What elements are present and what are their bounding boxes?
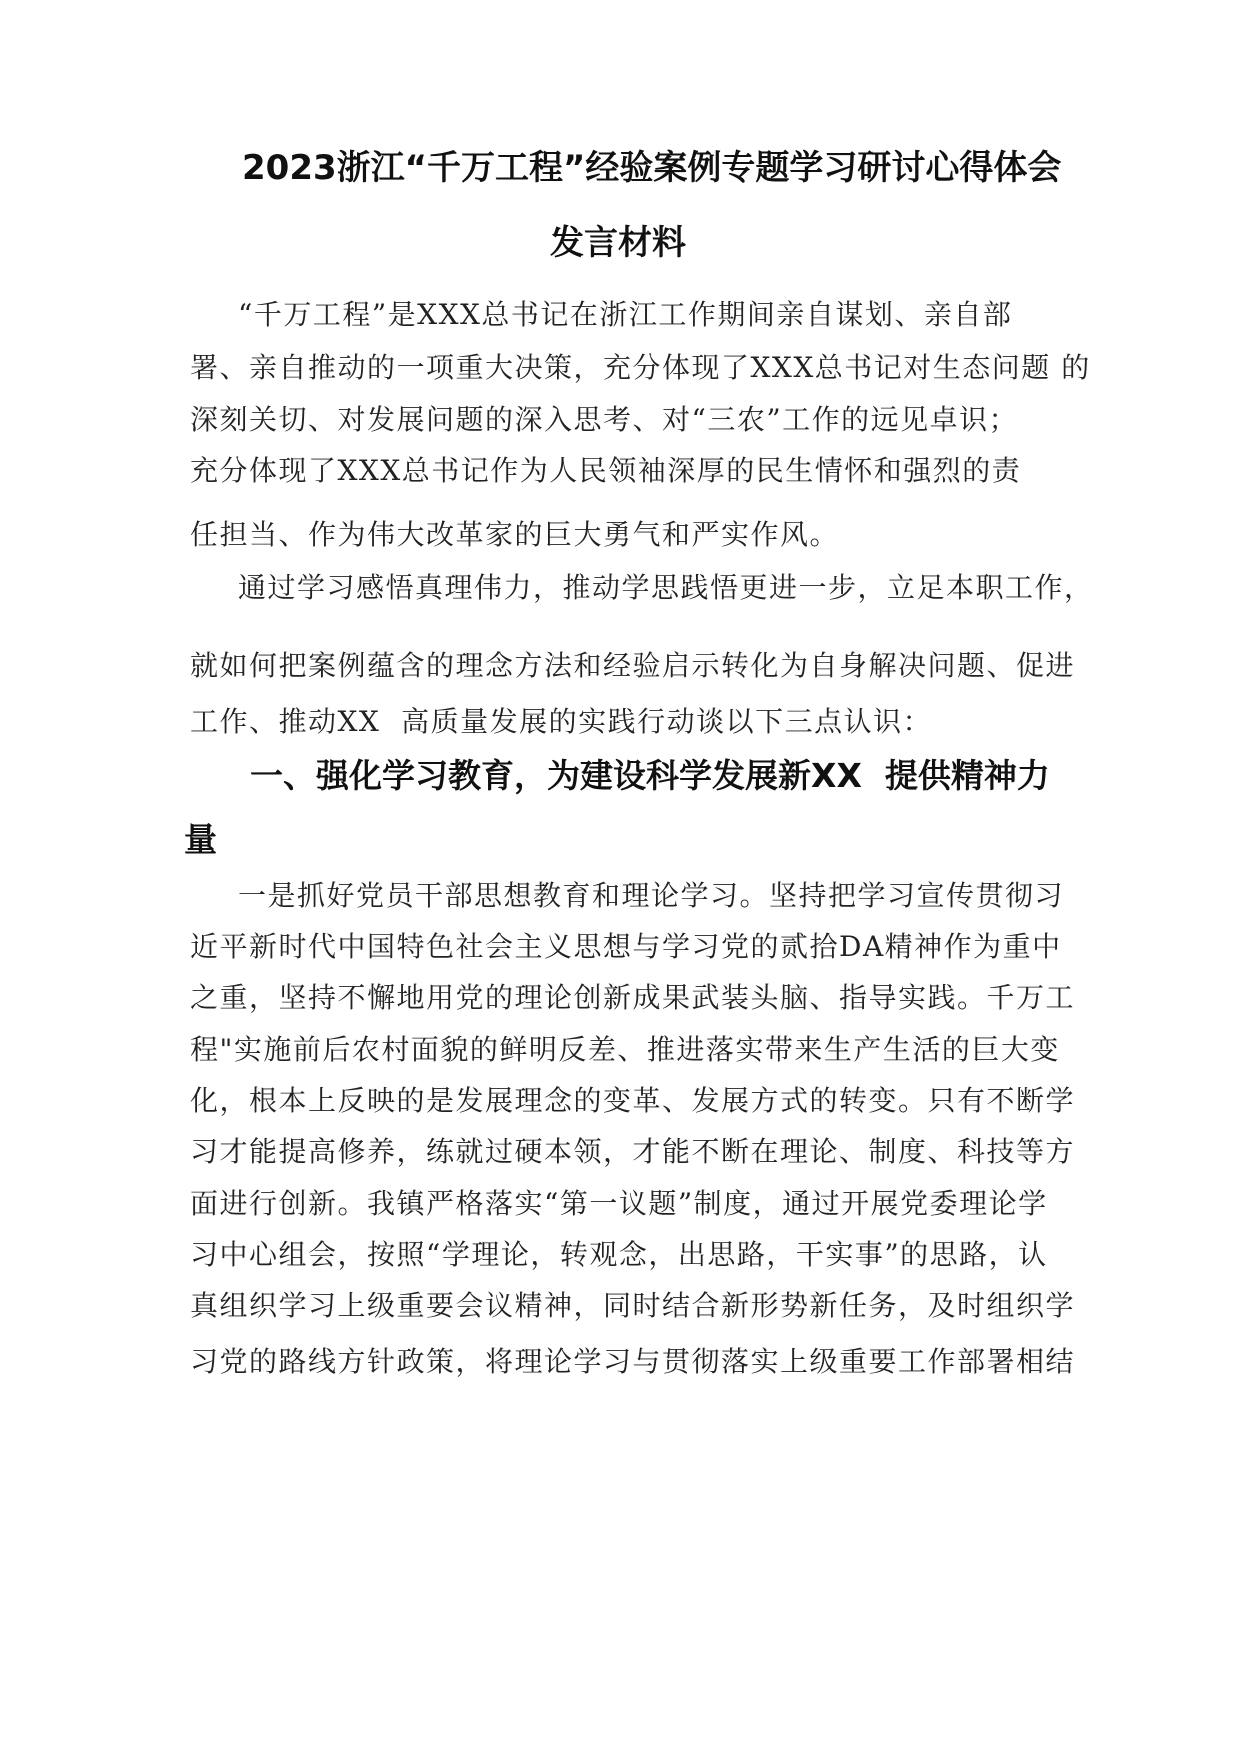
section-heading: 一、强化学习教育，为建设科学发展新XX 提供精神力 (250, 756, 1050, 795)
paragraph-line: 就如何把案例蕴含的理念方法和经验启示转化为自身解决问题、促进 (190, 649, 1076, 682)
paragraph-line: 通过学习感悟真理伟力，推动学思践悟更进一步，立足本职工作， (238, 571, 1094, 604)
paragraph-line: 署、亲自推动的一项重大决策，充分体现了XXX总书记对生态问题 的 (190, 351, 1091, 384)
paragraph-line: 习党的路线方针政策，将理论学习与贯彻落实上级重要工作部署相结 (190, 1345, 1076, 1378)
document-title-continued: 发言材料 (550, 223, 686, 263)
paragraph-line: 工作、推动XX 高质量发展的实践行动谈以下三点认识： (190, 705, 933, 738)
paragraph-line: 真组织学习上级重要会议精神，同时结合新形势新任务，及时组织学 (190, 1289, 1076, 1322)
paragraph-line: 充分体现了XXX总书记作为人民领袖深厚的民生情怀和强烈的责 (190, 454, 1022, 487)
paragraph-line: 习中心组会，按照“学理论，转观念，出思路，干实事”的思路，认 (190, 1238, 1048, 1271)
paragraph-line: 近平新时代中国特色社会主义思想与学习党的贰拾DA精神作为重中 (190, 930, 1062, 963)
document-title: 2023浙江“千万工程”经验案例专题学习研讨心得体会 (242, 148, 1062, 188)
paragraph-line: 化，根本上反映的是发展理念的变革、发展方式的转变。只有不断学 (190, 1084, 1076, 1117)
paragraph-line: 程"实施前后农村面貌的鲜明反差、推进落实带来生产生活的巨大变 (190, 1033, 1060, 1066)
paragraph-line: 之重，坚持不懈地用党的理论创新成果武装头脑、指导实践。千万工 (190, 981, 1076, 1014)
paragraph-line: 任担当、作为伟大改革家的巨大勇气和严实作风。 (190, 518, 840, 551)
paragraph-line: 一是抓好党员干部思想教育和理论学习。坚持把学习宣传贯彻习 (238, 879, 1065, 912)
paragraph-line: 深刻关切、对发展问题的深入思考、对“三农”工作的远见卓识； (190, 403, 1019, 436)
paragraph-line: 习才能提高修养，练就过硬本领，才能不断在理论、制度、科技等方 (190, 1135, 1076, 1168)
section-heading-continued: 量 (184, 820, 217, 859)
paragraph-line: “千万工程”是XXX总书记在浙江工作期间亲自谋划、亲自部 (238, 298, 1013, 331)
paragraph-line: 面进行创新。我镇严格落实“第一议题”制度，通过开展党委理论学 (190, 1187, 1048, 1220)
